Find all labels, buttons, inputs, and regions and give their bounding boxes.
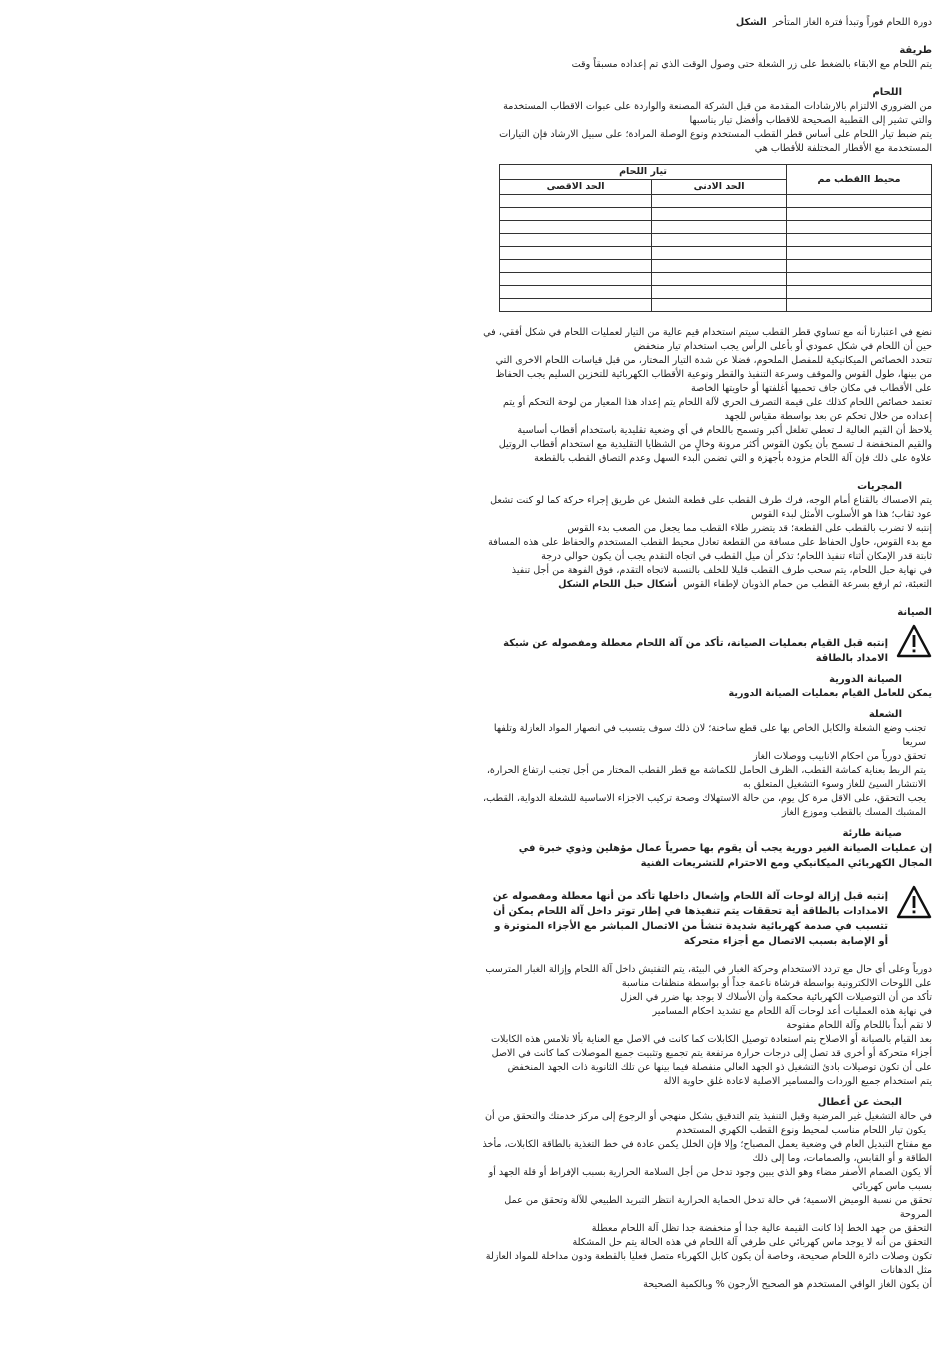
welding-paragraph: علاوة على ذلك فإن آلة اللحام مزودة بأجهزة و التي تضمن البدء السهل وعدم التصاق القطب بالقطعة [534,453,932,464]
table-row [500,221,932,234]
welding-paragraph: يلاحظ أن القيم العالية لـ تعطي تغلغل أكبر وتسمح باللحام في أي وضعية تقليدية باستخدام أقطاب أساسية [517,425,932,436]
troubleshooting-paragraph: ألا يكون الصمام الأصفر مضاء وهو الذي يبين وجود تدخل من أجل السلامة الحرارية بسبب الإفراط أو قلة الجهد أو بسبب ماس كهربائي [488,1167,932,1192]
maintenance-paragraph: في نهاية هذه العمليات أعد لوحات آلة اللحام مع تشديد احكام المسامير [652,1006,932,1017]
troubleshooting-paragraph: يكون تيار اللحام مناسب لمحيط ونوع القطب الكهري المستخدم [676,1125,926,1136]
warning-triangle-icon [896,624,932,658]
maintenance-paragraph: لا تقم أبداً باللحام وآلة اللحام مفتوحة [786,1020,932,1031]
periodic-sub: يمكن للعامل القيام بعمليات الصيانة الدورية [728,688,932,699]
procedures-paragraph: يتم الاصساك بالقناع أمام الوجه، فرك طرف القطب على قطعة الشغل عن طريق إجراء حركة كما لو كنت تشعل عود ثقاب؛ هذا هو الأسلوب الأمثل لبدء القوس [490,495,932,520]
troubleshooting-paragraph: تحقق من نسبة الوميض الاسمية؛ في حالة تدخل الحماية الحرارية انتظر التبريد الطبيعي للآلة وتحقق من عمل المروحة [504,1195,932,1220]
maintenance-heading: الصيانة [897,607,932,618]
maintenance-paragraph: دورياً وعلى أي حال مع تردد الاستخدام وحركة الغبار في البيئة، يتم التفتيش داخل آلة اللحام وإزالة الغبار المترسب على اللوحات الالكترونية بواسطة فرشاة ناعمة جداً أو بواسطة منظفات مناسبة [485,964,932,989]
text-column [482,16,932,1292]
maintenance-paragraph: بعد القيام بالصيانة أو الاصلاح يتم استعادة توصيل الكابلات كما كانت في الاصل مع العناية بألا تلامس هذه الكابلات أجزاء متحركة أو أخرى قد تصل إلى درجات حرارة مرتفعة يتم تجميع وتثبيت جميع الموصلات كما كانت في الاصل على أن تكون توصيلات بادئ التشغيل ذو الجهد العالي منفصلة فيما بينها عن تلك الثانوية ذات الجهد المنخفض [491,1034,932,1073]
troubleshooting-paragraph: مع مفتاح التبديل العام في وضعية يعمل المصباح؛ وإلا فإن الخلل يكمن عادة في خط التغذية بالطاقة الكابلات، مأخذ الطاقة و أو القابس، والصمامات، وما إلى ذلك [482,1139,932,1164]
procedures-heading: المجريات [857,481,902,492]
warning-text: إنتبه قبل إزالة لوحات آلة اللحام وإشعال داخلها تأكد من أنها معطلة ومفصوله عن الامدادات بالطاقة أية تحققات يتم تنفيذها في إطار توتر داخل آلة اللحام يمكن أن تتسبب في صدمة كهربائية شديدة تنشأ من الاتصال المباشر مع الأجزاء المتوترة و أو الإصابة بسبب الاتصال مع أجزاء متحركة [492,891,888,947]
maintenance-warning-2 [482,885,932,949]
col-diameter-header: محيط االقطب مم [787,165,932,195]
torch-paragraph: تجنب وضع الشعلة والكابل الخاص بها على قطع ساخنة؛ لان ذلك سوف يتسبب في انصهار المواد العازلة وتلفها سريعا [493,723,926,748]
emergency-text: إن عمليات الصيانة الغير دورية يجب أن يقوم بها حصرياً عمال مؤهلين وذوي خبرة في المجال الكهربائي الميكانيكي ومع الاحترام للتشريعات الفنية [518,843,932,869]
welding-paragraph: تعتمد خصائص اللحام كذلك على قيمة التصرف الحري لآلة اللحام يتم إعداد هذا المعيار من لوحة التحكم أو يتم إعداده من خلال تحكم عن بعد بواسطة مقياس للجهد [502,397,932,422]
warning-text: إنتبه قبل القيام بعمليات الصيانة، تأكد من آلة اللحام معطلة ومفصوله عن شبكة الامداد بالطاقة [503,638,888,664]
troubleshooting-heading: البحث عن أعطال [817,1097,902,1108]
table-row [500,195,932,208]
top-line: دورة اللحام فوراً وتبدأ فترة الغاز المتأخر الشكل [735,17,932,28]
col-current-header: تيار اللحام [500,165,787,180]
table-row [500,208,932,221]
procedures-paragraph: إنتبه لا تضرب بالقطب على القطعة؛ قد يتضرر طلاء القطب مما يجعل من الصعب بدء القوس [567,523,932,534]
troubleshooting-paragraph: في حالة التشغيل غير المرضية وقبل التنفيذ يتم التدقيق بشكل منهجي أو الرجوع إلى مركز خدمتك والتحقق من أن [484,1111,932,1122]
col-max-header: الحد الاقصى [500,180,652,195]
welding-paragraph: نضع في اعتبارنا أنه مع تساوي قطر القطب سيتم استخدام قيم عالية من التيار لعمليات اللحام في شكل أفقي، في حين أن اللحام في شكل عمودي أو بأعلى الرأس يجب استخدام تيار منخفض [483,327,932,352]
troubleshooting-paragraph: أن يكون الغاز الواقي المستخدم هو الصحيح الأرجون % وبالكمية الصحيحة [643,1279,932,1290]
table-row [500,286,932,299]
table-row [500,273,932,286]
welding-paragraph: تتحدد الخصائص الميكانيكية للمفصل الملحوم، فضلا عن شدة التيار المختار، من قبل قياسات اللحام الاخرى التي من بينها، طول القوس والموقف وسرعة التنفيذ والقطر ونوعية الأقطاب الكهربائية للتخزين السليم يجب الحفاظ على الأقطاب في مكان جاف تحميها أغلفتها أو حاويتها الخاصة [495,355,932,394]
warning-triangle-icon [896,885,932,919]
figure-ref: الشكل [735,17,767,28]
troubleshooting-paragraph: التحقق من أنه لا يوجد ماس كهربائي على طرفي آلة اللحام في هذه الحالة يتم حل المشكلة [572,1237,932,1248]
torch-paragraph: يتم الربط بعناية كماشة القطب، الظرف الحامل للكماشة مع قطر القطب المختار من أجل تجنب ارتفاع الحرارة، الانتشار السيئ للغاز وسوء التشغيل المتعلق به [486,765,926,790]
troubleshooting-paragraph: تكون وصلات دائرة اللحام صحيحة، وخاصة أن يكون كابل الكهرباء متصل فعليا بالقطعة ودون مداخلة للمواد العازلة مثل الدهانات [485,1251,932,1276]
method-heading: طريقة [899,45,932,56]
table-row [500,247,932,260]
col-min-header: الحد الادنى [652,180,787,195]
welding-paragraph: والقيم المنخفضة لـ تسمح بأن يكون القوس أكثر مرونة وخالٍ من الشظايا التقليدية مع استخدام أقطاب الروتيل [498,439,932,450]
table-row [500,299,932,312]
torch-paragraph: تحقق دورياً من احكام الانابيب ووصلات الغاز [752,751,926,762]
maintenance-warning [482,624,932,666]
welding-paragraph: يتم ضبط تيار اللحام على أساس قطر القطب المستخدم ونوع الوصلة المرادة؛ على سبيل الارشاد فإن التيارات المستخدمة مع الأقطار المختلفة للأقطاب هي [499,129,932,154]
emergency-heading: صيانة طارئة [842,828,902,839]
bead-figure-ref: أشكال حبل اللحام الشكل [558,579,677,590]
torch-heading: الشعلة [868,709,902,720]
periodic-heading: الصيانة الدورية [829,674,902,685]
welding-heading: اللحام [872,87,902,98]
procedures-paragraph: في نهاية حبل اللحام، يتم سحب طرف القطب قليلا للخلف بالنسبة لاتجاه التقدم، فوق الفوهة من أجل تنفيذ التعبئة، ثم ارفع بسرعة القطب من حمام الذوبان لإطفاء القوس أشكال حبل اللحام الشكل [511,565,932,590]
current-table [499,164,932,312]
table-row [500,260,932,273]
table-row [500,234,932,247]
troubleshooting-paragraph: التحقق من جهد الخط إذا كانت القيمة عالية جدا أو منخفضة جدا تظل آلة اللحام معطلة [591,1223,932,1234]
method-text: يتم اللحام مع الابقاء بالضغط على زر الشعلة حتى وصول الوقت الذي تم إعداده مسبقاً وقت [571,59,932,70]
maintenance-paragraph: يتم استخدام جميع الوردات والمسامير الاصلية لاعادة غلق حاوية الالة [663,1076,932,1087]
maintenance-paragraph: تأكد من أن التوصيلات الكهربائية محكمة وأن الأسلاك لا يوجد بها ضرر في العزل [620,992,932,1003]
welding-paragraph: من الضروري الالتزام بالارشادات المقدمة من قبل الشركة المصنعة والواردة على عبوات الاقطاب المستخدمة والتي تشير إلى القطبية الصحيحة للاقطاب وأفضل تيار يناسبها [503,101,932,126]
procedures-paragraph: مع بدء القوس، حاول الحفاظ على مسافة من القطعة تعادل محيط القطب المستخدم والحفاظ على هذه المسافة ثابتة قدر الإمكان أثناء تنفيذ اللحام؛ تذكر أن ميل القطب في اتجاه التقدم يجب أن يكون حوالي درجة [488,537,932,562]
torch-paragraph: يجب التحقق، على الاقل مرة كل يوم، من حالة الاستهلاك وصحة تركيب الاجزاء الاساسية للشعلة الدواية، القطب، المشبك المسك بالقطب وموزع الغاز [483,793,926,818]
